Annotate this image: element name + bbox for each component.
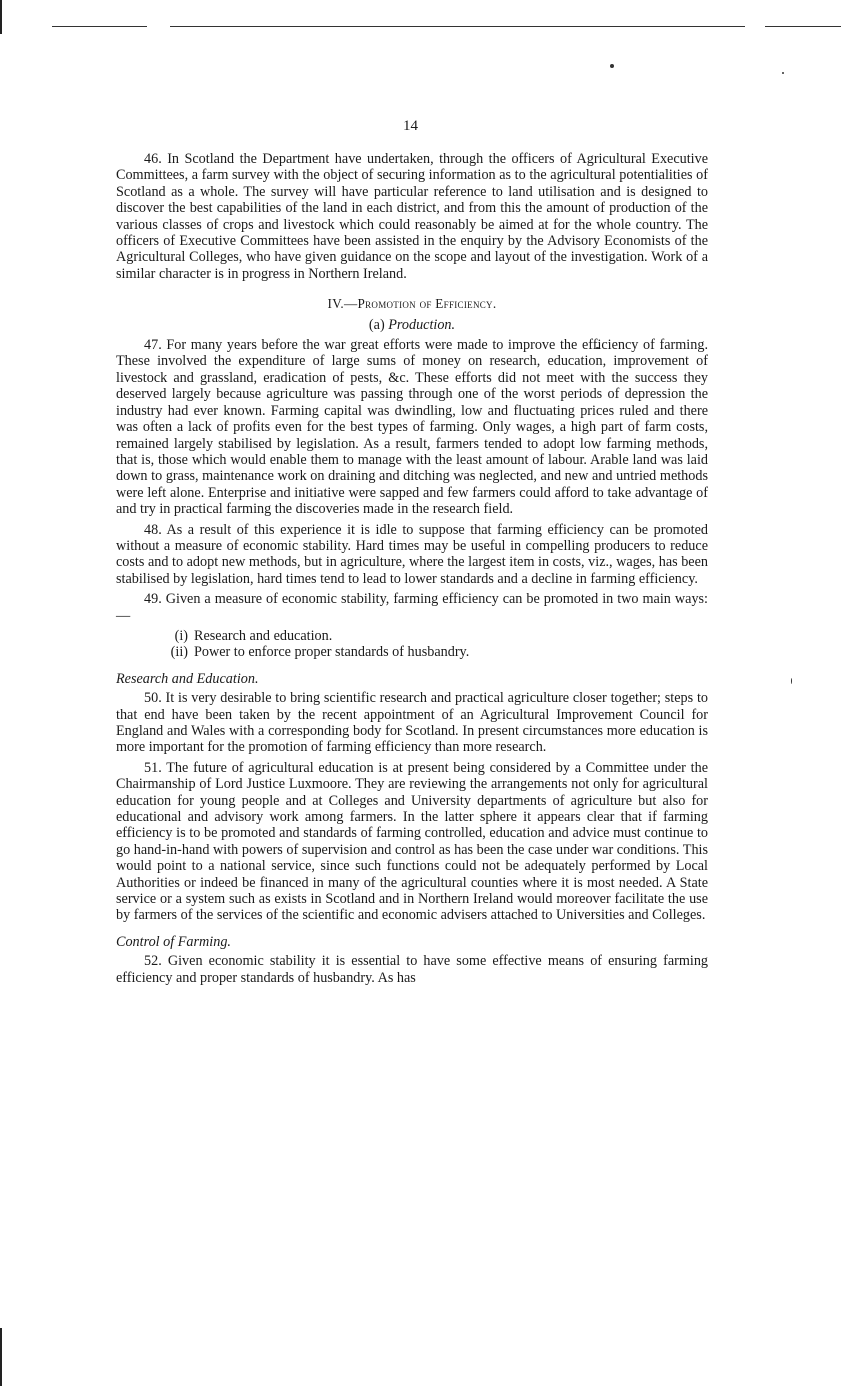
list-item-text: Research and education.: [194, 627, 333, 644]
sub-heading-label: (a): [368, 316, 385, 333]
page-body: [116, 151, 708, 990]
paragraph-47: [116, 337, 708, 517]
top-rule-left: [52, 26, 147, 27]
top-rule-right: [765, 26, 841, 27]
paragraph-number: 52.: [144, 953, 162, 970]
paragraph-46: [116, 151, 708, 282]
scan-edge-bottom: [0, 1328, 2, 1386]
scan-speck: [791, 678, 792, 684]
paragraph-text: Given a measure of economic stability, farming efficiency can be promoted in two main ways:—: [116, 591, 708, 624]
list-item-text: Power to enforce proper standards of husbandry.: [194, 644, 470, 661]
paragraph-text: Given economic stability it is essential to have some effective means of ensuring farming efficiency and proper standards of husbandry. As has: [116, 953, 709, 986]
sub-heading: [116, 317, 708, 333]
paragraph-number: 47.: [144, 337, 162, 354]
list-item: [168, 628, 708, 644]
list-item-number: (ii): [170, 644, 188, 661]
scan-speck: [782, 72, 784, 74]
paragraph-text: It is very desirable to bring scientific research and practical agriculture closer together; steps to that end have been taken by the recent appointment of an Agricultural Improvement Council for England and Wales with a corresponding body for Scotland. In present circumstances more education is more important for the promotion of farming efficiency than more research.: [116, 690, 709, 756]
scan-edge-top: [0, 0, 2, 34]
paragraph-number: 48.: [144, 521, 162, 538]
paragraph-48: [116, 522, 708, 588]
paragraph-number: 50.: [144, 690, 162, 707]
ways-list: [116, 628, 708, 661]
scan-speck: [610, 64, 614, 68]
paragraph-number: 46.: [144, 151, 162, 167]
paragraph-text: The future of agricultural education is at present being considered by a Committee under the Chairmanship of Lord Justice Luxmoore. They are reviewing the arrangements not only for agricultural education for young people and at Colleges and University departments of agriculture but also for educational and advisory work among farmers. In the latter sphere it appears clear that if farming efficiency is to be promoted and standards of farming controlled, education and advice must continue to go hand-in-hand with powers of supervision and control as has been the case under war conditions. This would point to a national service, since such functions could not be adequately performed by Local Authorities or indeed be financed in many of the agricultural counties where it is most needed. A State service or a system such as exists in Scotland and in Northern Ireland would moreover facilitate the use by farmers of the services of the scientific and economic advisers attached to Universities and Colleges.: [116, 759, 708, 924]
paragraph-number: 49.: [144, 591, 162, 608]
paragraph-number: 51.: [144, 759, 162, 776]
section-numeral: IV.—: [327, 296, 358, 312]
page-number: 14: [403, 118, 418, 134]
side-heading-control: Control of Farming.: [116, 933, 231, 950]
side-heading-research: Research and Education.: [116, 670, 259, 687]
paragraph-49: [116, 591, 708, 624]
paragraph-text: For many years before the war great efforts were made to improve the efficiency of farming. These involved the expenditure of large sums of money on research, education, improvement of livestock and grassland, eradication of pests, &c. These efforts did not meet with the success they deserved largely because agriculture was passing through one of the worst periods of depression the industry had ever known. Farming capital was dwindling, low and fluctuating prices ruled and there was often a lack of profits even for the best types of farming. Only wages, a high part of farm costs, remained largely stabilised by legislation. As a result, farmers tended to adopt low farming methods, that is, those which would enable them to manage with the least amount of labour. Arable land was laid down to grass, maintenance work on draining and ditching was neglected, and new and untried methods were left alone. Enterprise and initiative were sapped and few farmers could afford to take advantage of and try in practical farming the discoveries made in the research field.: [116, 337, 708, 518]
list-item: [168, 644, 708, 660]
paragraph-52: [116, 953, 708, 986]
paragraph-51: [116, 760, 708, 924]
section-title: Promotion of Efficiency.: [357, 296, 497, 312]
sub-heading-title: Production.: [388, 316, 456, 333]
paragraph-text: In Scotland the Department have undertaken, through the officers of Agricultural Executive Committees, a farm survey with the object of securing information as to the agricultural potentialities of Scotland as a whole. The survey will have particular reference to land utilisation and is designed to discover the best capabilities of the land in each district, and from this the amount of production of the various classes of crops and livestock which could reasonably be aimed at for the whole country. The officers of Executive Committees have been assisted in the enquiry by the Advisory Economists of the Agricultural Colleges, who have given guidance on the scope and layout of the investigation. Work of a similar character is in progress in Northern Ireland.: [116, 151, 708, 282]
list-item-number: (i): [174, 627, 188, 644]
paragraph-50: [116, 690, 708, 756]
paragraph-text: As a result of this experience it is idle to suppose that farming efficiency can be promoted without a measure of economic stability. Hard times may be useful in compelling producers to reduce costs and to adopt new methods, but in agriculture, where the largest item in costs, viz., wages, has been stabilised by legislation, hard times tend to lead to lower standards and a decline in farming efficiency.: [116, 521, 709, 587]
top-rule-center: [170, 26, 745, 27]
section-heading: [116, 296, 708, 312]
